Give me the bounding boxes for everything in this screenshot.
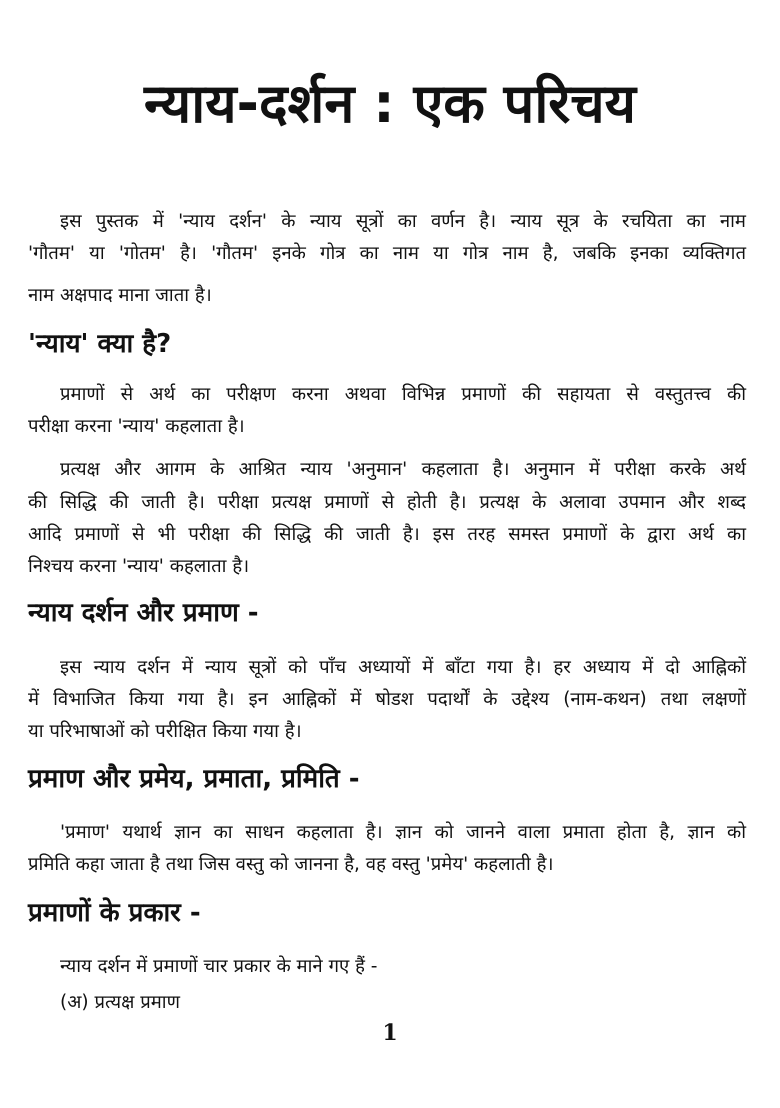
body-line: परीक्षा करना 'न्याय' कहलाता है। [28, 416, 245, 437]
intro-line: इस पुस्तक में 'न्याय दर्शन' के न्याय सूत्रों का वर्णन है। न्याय सूत्र के रचयिता का नाम [60, 211, 746, 232]
page-title: न्याय-दर्शन : एक परिचय [143, 72, 636, 135]
section-heading: प्रमाण और प्रमेय, प्रमाता, प्रमिति - [28, 764, 360, 794]
body-line: या परिभाषाओं को परीक्षित किया गया है। [28, 721, 302, 742]
body-line: इस न्याय दर्शन में न्याय सूत्रों को पाँच अध्यायों में बाँटा गया है। हर अध्याय में दो आह्निकों [60, 657, 746, 678]
body-line: निश्चय करना 'न्याय' कहलाता है। [28, 556, 250, 577]
body-line: की सिद्धि की जाती है। परीक्षा प्रत्यक्ष प्रमाणों से होती है। प्रत्यक्ष के अलावा उपमान और शब्द [28, 492, 746, 513]
intro-line: 'गौतम' या 'गोतम' है। 'गौतम' इनके गोत्र का नाम या गोत्र नाम है, जबकि इनका व्यक्तिगत [28, 243, 746, 264]
body-line: प्रत्यक्ष और आगम के आश्रित न्याय 'अनुमान' कहलाता है। अनुमान में परीक्षा करके अर्थ [60, 459, 746, 480]
body-line: प्रमाणों से अर्थ का परीक्षण करना अथवा विभिन्न प्रमाणों की सहायता से वस्तुतत्त्व की [60, 384, 746, 405]
body-line: 'प्रमाण' यथार्थ ज्ञान का साधन कहलाता है। ज्ञान को जानने वाला प्रमाता होता है, ज्ञान को [60, 822, 746, 843]
section-heading: 'न्याय' क्या है? [28, 329, 172, 359]
section-heading: न्याय दर्शन और प्रमाण - [28, 598, 259, 628]
body-line: प्रमिति कहा जाता है तथा जिस वस्तु को जानना है, वह वस्तु 'प्रमेय' कहलाती है। [28, 854, 554, 875]
section-heading: प्रमाणों के प्रकार - [28, 898, 201, 928]
body-line: में विभाजित किया गया है। इन आह्निकों में षोडश पदार्थों के उद्देश्य (नाम-कथन) तथा लक्षणों [28, 689, 746, 710]
body-line: न्याय दर्शन में प्रमाणों चार प्रकार के माने गए हैं - [60, 956, 378, 977]
body-line: आदि प्रमाणों से भी परीक्षा की सिद्धि की जाती है। इस तरह समस्त प्रमाणों के द्वारा अर्थ का [28, 524, 746, 545]
list-item: (अ) प्रत्यक्ष प्रमाण [60, 992, 180, 1013]
page-number: 1 [382, 1020, 398, 1046]
intro-line: नाम अक्षपाद माना जाता है। [28, 285, 212, 306]
